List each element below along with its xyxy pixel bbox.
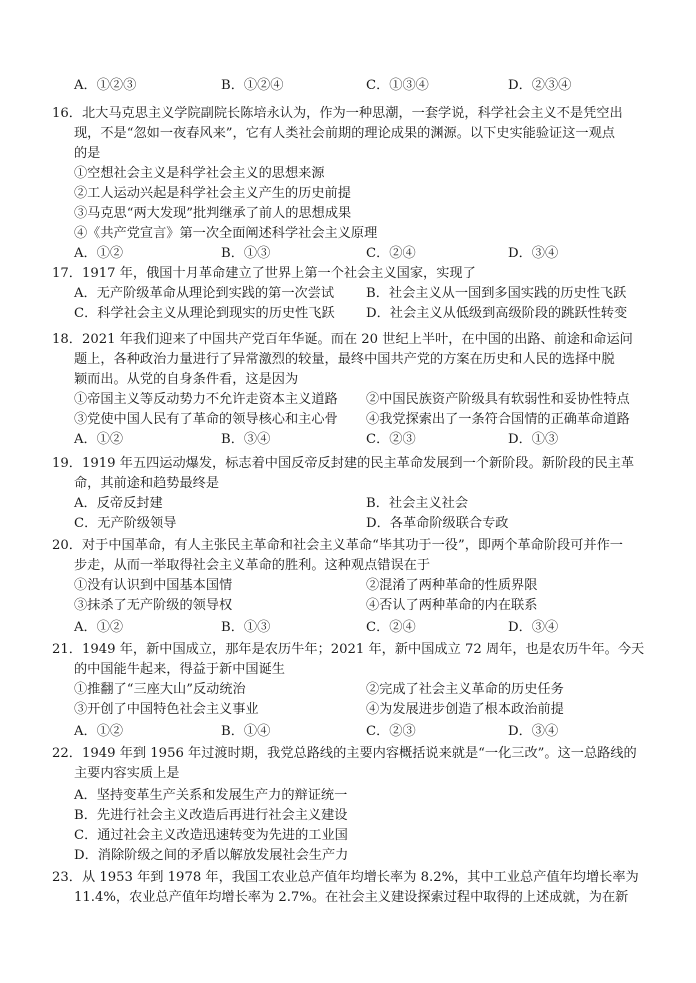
q20-item-4: ④否认了两种革命的内在联系: [366, 598, 538, 613]
option-d[interactable]: D．各革命阶级联合专政: [366, 516, 509, 531]
q21-stem-line-1: 21．1949 年，新中国成立，那年是农历牛年；2021 年，新中国成立 72 周年，也是农历牛年。今天: [52, 642, 645, 657]
q18-stem-line-3: 颖而出。从党的自身条件看，这是因为: [74, 372, 299, 387]
q21-options: [74, 722, 634, 742]
option-c[interactable]: C．②④: [366, 246, 416, 261]
q18-items-row-2: [74, 410, 674, 430]
q16-item-2: ②工人运动兴起是科学社会主义产生的历史前提: [74, 186, 351, 201]
q16-options: [74, 244, 634, 264]
q20-stem-line-1: 20．对于中国革命，有人主张民主革命和社会主义革命“毕其功于一役”，即两个革命阶段可并作一: [52, 538, 623, 553]
option-b[interactable]: B．①④: [221, 724, 271, 739]
q19-options-row-1: [74, 494, 674, 514]
q18-options: [74, 430, 634, 450]
q18-item-4: ④我党探索出了一条符合国情的正确革命道路: [366, 412, 630, 427]
q22-option-a[interactable]: A．坚持变革生产关系和发展生产力的辩证统一: [74, 788, 348, 803]
option-b[interactable]: B．③④: [221, 432, 271, 447]
option-a[interactable]: A．①②: [74, 432, 124, 447]
option-d[interactable]: D．社会主义从低级到高级阶段的跳跃性转变: [366, 306, 628, 321]
option-c[interactable]: C．②③: [366, 724, 416, 739]
q16-item-4: ④《共产党宣言》第一次全面阐述科学社会主义原理: [74, 226, 378, 241]
option-a[interactable]: A．①②③: [74, 78, 137, 93]
q21-items-row-1: [74, 680, 674, 700]
q22-option-c[interactable]: C．通过社会主义改造迅速转变为先进的工业国: [74, 828, 348, 843]
q20-item-2: ②混淆了两种革命的性质界限: [366, 578, 538, 593]
q20-item-1: ①没有认识到中国基本国情: [74, 578, 233, 593]
option-b[interactable]: B．社会主义从一国到多国实践的历史性飞跃: [366, 286, 627, 301]
option-d[interactable]: D．③④: [508, 724, 559, 739]
q18-item-1: ①帝国主义等反动势力不允许走资本主义道路: [74, 392, 338, 407]
q22-option-d[interactable]: D．消除阶级之间的矛盾以解放发展社会生产力: [74, 848, 349, 863]
q22-option-b[interactable]: B．先进行社会主义改造后再进行社会主义建设: [74, 808, 348, 823]
option-c[interactable]: C．①③④: [366, 78, 429, 93]
option-b[interactable]: B．①③: [221, 620, 271, 635]
q20-items-row-1: [74, 576, 674, 596]
q22-stem-line-2: 主要内容实质上是: [74, 766, 180, 781]
q21-item-3: ③开创了中国特色社会主义事业: [74, 702, 259, 717]
q20-stem-line-2: 步走，从而一举取得社会主义革命的胜利。这种观点错误在于: [74, 558, 431, 573]
option-a[interactable]: A．反帝反封建: [74, 496, 163, 511]
option-b[interactable]: B．①③: [221, 246, 271, 261]
q21-items-row-2: [74, 700, 674, 720]
q19-stem-line-1: 19．1919 年五四运动爆发，标志着中国反帝反封建的民主革命发展到一个新阶段。新阶段的民主革: [52, 456, 635, 471]
option-a[interactable]: A．无产阶级革命从理论到实践的第一次尝试: [74, 286, 335, 301]
q18-stem-line-1: 18．2021 年我们迎来了中国共产党百年华诞。而在 20 世纪上半叶，在中国的出路、前途和命运问: [52, 332, 633, 347]
option-c[interactable]: C．②④: [366, 620, 416, 635]
option-b[interactable]: B．社会主义社会: [366, 496, 469, 511]
q19-stem-line-2: 命，其前途和趋势最终是: [74, 476, 220, 491]
q20-items-row-2: [74, 596, 674, 616]
q20-item-3: ③抹杀了无产阶级的领导权: [74, 598, 233, 613]
option-d[interactable]: D．③④: [508, 620, 559, 635]
q17-stem-line-1: 17．1917 年，俄国十月革命建立了世界上第一个社会主义国家，实现了: [52, 266, 476, 281]
q16-item-1: ①空想社会主义是科学社会主义的思想来源: [74, 166, 325, 181]
option-b[interactable]: B．①②④: [221, 78, 284, 93]
option-a[interactable]: A．①②: [74, 724, 124, 739]
q16-stem-line-2: 现，不是“忽如一夜春风来”，它有人类社会前期的理论成果的渊源。以下史实能验证这一观点: [74, 126, 615, 141]
q22-stem-line-1: 22．1949 年到 1956 年过渡时期，我党总路线的主要内容概括说来就是“一化三改”。这一总路线的: [52, 746, 637, 761]
q21-item-1: ①推翻了“三座大山”反动统治: [74, 682, 246, 697]
option-d[interactable]: D．①③: [508, 432, 559, 447]
q16-stem-line-3: 的是: [74, 146, 101, 161]
option-a[interactable]: A．①②: [74, 620, 124, 635]
q18-stem-line-2: 题上，各种政治力量进行了异常激烈的较量，最终中国共产党的方案在历史和人民的选择中脱: [74, 352, 615, 367]
q17-options-row-2: [74, 304, 674, 324]
option-c[interactable]: C．②③: [366, 432, 416, 447]
q19-options-row-2: [74, 514, 674, 534]
option-c[interactable]: C．科学社会主义从理论到现实的历史性飞跃: [74, 306, 335, 321]
option-d[interactable]: D．②③④: [508, 78, 572, 93]
q21-stem-line-2: 的中国能牛起来，得益于新中国诞生: [74, 662, 285, 677]
q18-item-2: ②中国民族资产阶级具有软弱性和妥协性特点: [366, 392, 630, 407]
option-a[interactable]: A．①②: [74, 246, 124, 261]
q20-options: [74, 618, 634, 638]
q18-items-row-1: [74, 390, 674, 410]
q17-options-row-1: [74, 284, 674, 304]
q16-item-3: ③马克思“两大发现”批判继承了前人的思想成果: [74, 206, 352, 221]
q16-stem-line-1: 16．北大马克思主义学院副院长陈培永认为，作为一种思潮，一套学说，科学社会主义不是凭空出: [52, 106, 623, 121]
option-c[interactable]: C．无产阶级领导: [74, 516, 177, 531]
q23-stem-line-2: 11.4%，农业总产值年均增长率为 2.7%。在社会主义建设探索过程中取得的上述成就，为在新: [74, 890, 629, 905]
q23-stem-line-1: 23．从 1953 年到 1978 年，我国工农业总产值年均增长率为 8.2%，其中工业总产值年均增长率为: [52, 870, 639, 885]
q18-item-3: ③党使中国人民有了革命的领导核心和主心骨: [74, 412, 338, 427]
option-d[interactable]: D．③④: [508, 246, 559, 261]
q15-options: [74, 76, 634, 96]
q21-item-4: ④为发展进步创造了根本政治前提: [366, 702, 564, 717]
q21-item-2: ②完成了社会主义革命的历史任务: [366, 682, 564, 697]
